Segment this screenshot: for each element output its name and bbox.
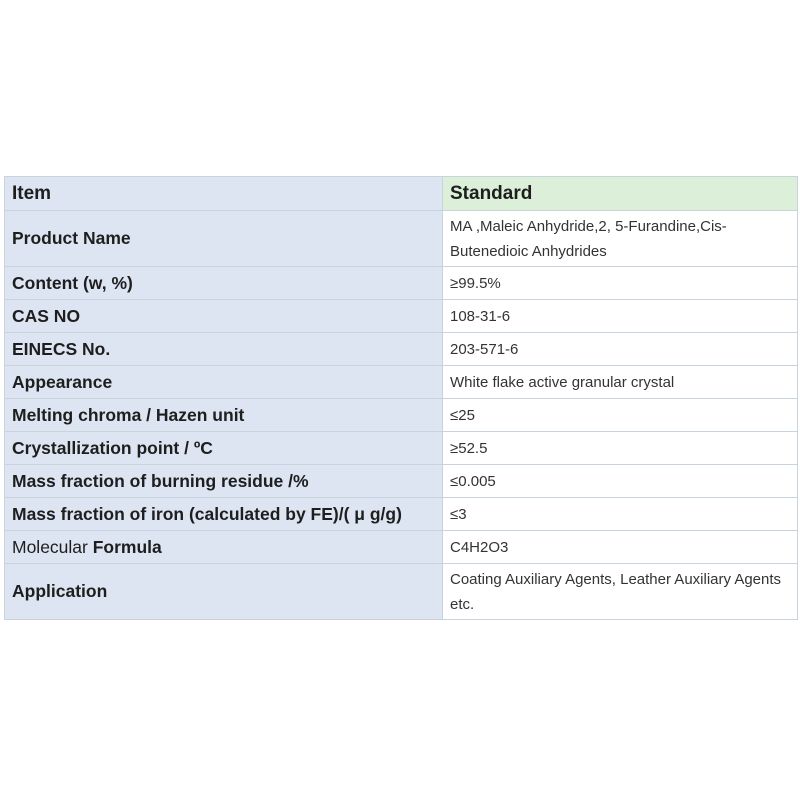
table-row xyxy=(5,465,798,498)
table-row xyxy=(5,432,798,465)
header-item: Item xyxy=(5,177,443,211)
row-standard: C4H2O3 xyxy=(443,531,798,564)
table-row xyxy=(5,498,798,531)
table-row xyxy=(5,333,798,366)
row-item: Application xyxy=(5,564,443,620)
row-item: Melting chroma / Hazen unit xyxy=(5,399,443,432)
row-standard: Coating Auxiliary Agents, Leather Auxiliary Agents etc. xyxy=(443,564,798,620)
row-item: Content (w, %) xyxy=(5,267,443,300)
row-item: CAS NO xyxy=(5,300,443,333)
row-item: EINECS No. xyxy=(5,333,443,366)
table-row xyxy=(5,267,798,300)
row-standard: ≤25 xyxy=(443,399,798,432)
row-item-part2: Formula xyxy=(92,536,162,557)
table-row xyxy=(5,564,798,620)
row-item xyxy=(5,531,443,564)
row-standard: ≥52.5 xyxy=(443,432,798,465)
table-row xyxy=(5,211,798,267)
table-row xyxy=(5,399,798,432)
table-row xyxy=(5,300,798,333)
table-header-row xyxy=(5,177,798,211)
row-item-part1: Molecular xyxy=(12,536,93,557)
table-row xyxy=(5,366,798,399)
row-standard: ≥99.5% xyxy=(443,267,798,300)
row-standard: ≤0.005 xyxy=(443,465,798,498)
row-standard: White flake active granular crystal xyxy=(443,366,798,399)
row-item: Appearance xyxy=(5,366,443,399)
row-item: Crystallization point / ºC xyxy=(5,432,443,465)
row-standard: ≤3 xyxy=(443,498,798,531)
row-item: Mass fraction of iron (calculated by FE)/( μ g/g) xyxy=(5,498,443,531)
header-standard: Standard xyxy=(443,177,798,211)
row-standard: 108-31-6 xyxy=(443,300,798,333)
row-standard: MA ,Maleic Anhydride,2, 5-Furandine,Cis-Butenedioic Anhydrides xyxy=(443,211,798,267)
row-standard: 203-571-6 xyxy=(443,333,798,366)
row-item: Mass fraction of burning residue /% xyxy=(5,465,443,498)
spec-table xyxy=(4,176,798,620)
row-item: Product Name xyxy=(5,211,443,267)
table-row xyxy=(5,531,798,564)
